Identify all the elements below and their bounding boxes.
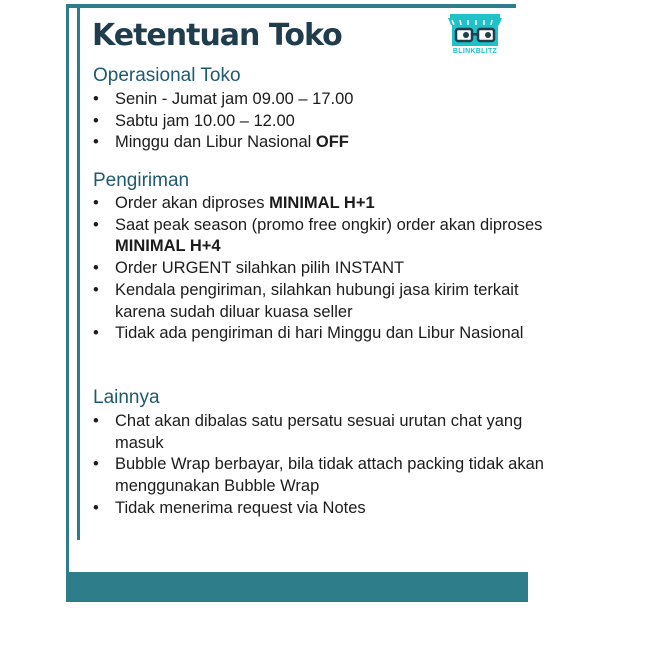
section-heading-pengiriman: Pengiriman <box>93 170 190 191</box>
list-item: • Order URGENT silahkan pilih INSTANT <box>93 258 563 280</box>
page-title: Ketentuan Toko <box>92 18 342 53</box>
bottom-band <box>66 572 528 602</box>
left-border-line-inner <box>77 8 80 540</box>
store-logo <box>444 12 506 58</box>
list-item: • Senin - Jumat jam 09.00 – 17.00 <box>93 89 563 111</box>
list-item: • Saat peak season (promo free ongkir) order akan diproses MINIMAL H+4 <box>93 215 563 258</box>
pengiriman-list <box>93 193 563 345</box>
operasional-list <box>93 89 563 154</box>
list-item: • Order akan diproses MINIMAL H+1 <box>93 193 563 215</box>
store-awning-icon <box>444 12 506 48</box>
top-border-line <box>66 4 516 8</box>
list-item: • Kendala pengiriman, silahkan hubungi jasa kirim terkait karena sudah diluar kuasa seller <box>93 280 563 323</box>
section-heading-lainnya: Lainnya <box>93 387 160 408</box>
left-border-line-outer <box>66 4 69 602</box>
list-item: • Chat akan dibalas satu persatu sesuai urutan chat yang masuk <box>93 411 563 454</box>
list-item: • Tidak ada pengiriman di hari Minggu dan Libur Nasional <box>93 323 563 345</box>
list-item: • Tidak menerima request via Notes <box>93 498 563 520</box>
lainnya-list <box>93 411 563 520</box>
list-item: • Bubble Wrap berbayar, bila tidak attach packing tidak akan menggunakan Bubble Wrap <box>93 454 563 497</box>
list-item: • Sabtu jam 10.00 – 12.00 <box>93 111 563 133</box>
logo-text: BLINKBLITZ <box>452 48 498 55</box>
section-heading-operasional: Operasional Toko <box>93 65 241 86</box>
list-item: • Minggu dan Libur Nasional OFF <box>93 132 563 154</box>
